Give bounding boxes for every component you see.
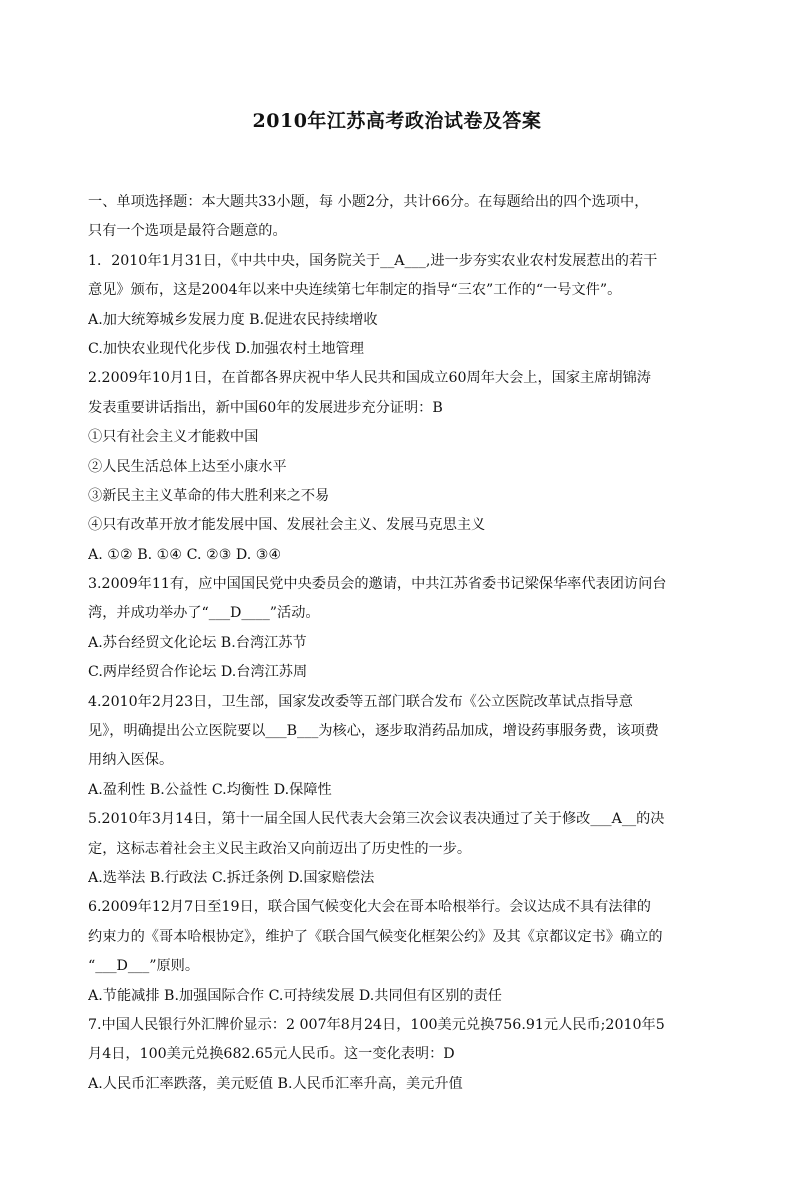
- text-line: 2.2009年10月1日，在首都各界庆祝中华人民共和国成立60周年大会上，国家主席胡锦涛: [88, 370, 651, 387]
- text-line: C.加快农业现代化步伐 D.加强农村土地管理: [88, 340, 364, 357]
- text-line: 约束力的《哥本哈根协定》，维护了《联合国气候变化框架公约》及其《京都议定书》确立的: [88, 928, 663, 945]
- text-line: 5.2010年3月14日，第十一届全国人民代表大会第三次会议表决通过了关于修改___A__的决: [88, 811, 665, 828]
- text-line: 月4日，100美元兑换682.65元人民币。这一变化表明：D: [88, 1046, 455, 1063]
- document-title: 2010年江苏高考政治试卷及答案: [252, 110, 542, 132]
- text-line: A.盈利性 B.公益性 C.均衡性 D.保障性: [88, 781, 332, 798]
- text-line: 用纳入医保。: [88, 752, 174, 769]
- text-line: 3.2009年11有，应中国国民党中央委员会的邀请，中共江苏省委书记梁保华率代表团访问台: [88, 576, 667, 593]
- text-line: 只有一个选项是最符合题意的。: [88, 223, 287, 240]
- text-line: A. ①② B. ①④ C. ②③ D. ③④: [88, 546, 282, 563]
- text-line: A.人民币汇率跌落，美元贬值 B.人民币汇率升高，美元升值: [88, 1075, 463, 1092]
- text-line: 定，这标志着社会主义民主政治又向前迈出了历史性的一步。: [88, 840, 472, 857]
- text-line: ①只有社会主义才能救中国: [88, 429, 259, 446]
- text-line: A.选举法 B.行政法 C.拆迁条例 D.国家赔偿法: [88, 869, 375, 886]
- text-line: 6.2009年12月7日至19日，联合国气候变化大会在哥本哈根举行。会议达成不具有法律的: [88, 899, 651, 916]
- text-line: A.节能减排 B.加强国际合作 C.可持续发展 D.共同但有区别的责任: [88, 987, 502, 1004]
- text-line: 见》，明确提出公立医院要以___B___为核心，逐步取消药品加成，增设药事服务费，该项费: [88, 723, 659, 740]
- text-line: “___D___”原则。: [88, 958, 200, 975]
- text-line: 7.中国人民银行外汇牌价显示：2 007年8月24日，100美元兑换756.91元人民币;2010年5: [88, 1016, 665, 1033]
- text-line: C.两岸经贸合作论坛 D.台湾江苏周: [88, 664, 308, 681]
- text-line: ②人民生活总体上达至小康水平: [88, 458, 287, 475]
- text-line: 一、单项选择题：本大题共33小题，每 小题2分，共计66分。在每题给出的四个选项中，: [88, 194, 649, 210]
- document-body: [88, 188, 708, 1099]
- text-line: ③新民主主义革命的伟大胜利来之不易: [88, 487, 330, 504]
- text-line: 意见》颁布，这是2004年以来中央连续第七年制定的指导“三农”工作的“一号文件”。: [88, 282, 622, 299]
- text-line: A.苏台经贸文化论坛 B.台湾江苏节: [88, 634, 307, 651]
- text-line: A.加大统筹城乡发展力度 B.促进农民持续增收: [88, 311, 378, 328]
- text-line: 4.2010年2月23日，卫生部，国家发改委等五部门联合发布《公立医院改革试点指导意: [88, 693, 633, 710]
- text-line: 湾，并成功举办了“___D____”活动。: [88, 605, 320, 622]
- text-line: 1．2010年1月31日，《中共中央，国务院关于__A___,进一步夯实农业农村发展惹出的若干: [88, 252, 658, 269]
- text-line: ④只有改革开放才能发展中国、发展社会主义、发展马克思主义: [88, 517, 486, 534]
- text-line: 发表重要讲话指出，新中国60年的发展进步充分证明：B: [88, 399, 443, 416]
